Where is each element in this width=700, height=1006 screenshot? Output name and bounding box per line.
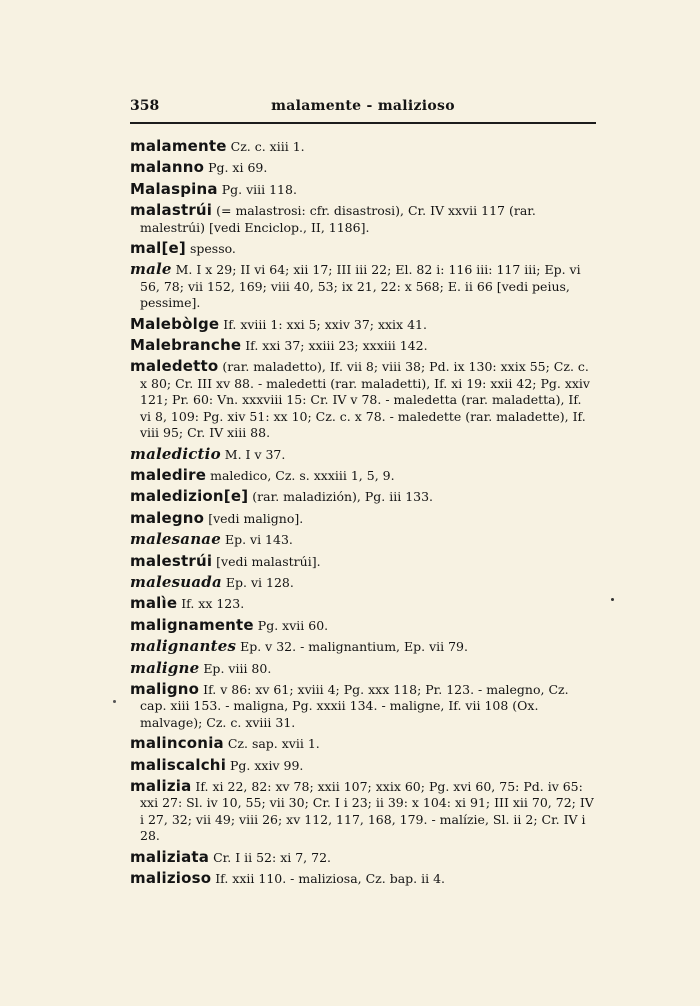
entry — [130, 488, 596, 505]
entry-refs: Pg. viii 118. — [221, 181, 297, 197]
entry — [130, 778, 596, 845]
entry — [130, 757, 596, 774]
entry — [130, 849, 596, 866]
entry — [130, 510, 596, 527]
headword: maligno — [130, 679, 200, 698]
entry — [130, 617, 596, 634]
entry-list — [130, 138, 596, 891]
entry — [130, 638, 596, 655]
headword: maledire — [130, 465, 207, 484]
entry — [130, 531, 596, 548]
entry-refs: [vedi maligno]. — [208, 510, 304, 526]
entry — [130, 735, 596, 752]
entry-refs: [vedi malastrúi]. — [216, 553, 321, 569]
entry — [130, 574, 596, 591]
entry — [130, 660, 596, 677]
entry-refs: Pg. xvii 60. — [257, 617, 329, 633]
entry-refs: spesso. — [189, 241, 236, 257]
headword: malastrúi — [130, 201, 213, 220]
headword: maliscalchi — [130, 755, 227, 774]
entry-refs: Ep. vi 143. — [224, 532, 293, 548]
entry-refs: Cz. c. xiii 1. — [230, 139, 305, 154]
headword: malamente — [130, 137, 227, 155]
entry-refs: Cz. sap. xvii 1. — [227, 736, 320, 752]
entry — [130, 358, 596, 441]
entry-refs: Ep. vi 128. — [225, 574, 294, 590]
headword: malegno — [130, 508, 205, 527]
running-header — [130, 98, 596, 118]
page-speck — [611, 598, 614, 601]
headword: malìe — [130, 594, 178, 613]
headword: mal[e] — [130, 239, 186, 258]
headword: malestrúi — [130, 551, 213, 570]
page-speck — [113, 700, 116, 703]
headword: male — [130, 260, 172, 279]
entry-refs: M. I v 37. — [224, 446, 286, 462]
entry-refs: M. I x 29; II vi 64; xii 17; III iii 22; El. 82 i: 116 iii: 117 iii; Ep. vi 56, 78; vii 152, 169; viii 40, 53; ix 21, 22: x 568; E. ii 66 [vedi peius, pessime]. — [140, 262, 581, 311]
entry-refs: Pg. xxiv 99. — [230, 757, 304, 773]
entry-refs: (= malastrosi: cfr. disastrosi), Cr. IV xxvii 117 (rar. malestrúi) [vedi Enciclop., II, 1186]. — [140, 203, 536, 235]
entry-refs: Pg. xi 69. — [208, 160, 268, 176]
entry-refs: If. xi 22, 82: xv 78; xxii 107; xxix 60; Pg. xvi 60, 75: Pd. iv 65: xxi 27: Sl. iv 10, 55; vii 30; Cr. I i 23; ii 39: x 104: xi 91; III xii 70, 72; IV i 27, 32; vii 49; viii 26; xv 112, 117, 168, 179. - malízie, Sl. ii 2; Cr. IV i 28. — [140, 779, 594, 844]
running-title: malamente - malizioso — [271, 98, 455, 114]
entry-refs: If. xx 123. — [181, 596, 245, 612]
page-number: 358 — [130, 98, 160, 114]
headword: malignamente — [130, 615, 254, 634]
entry-refs: If. v 86: xv 61; xviii 4; Pg. xxx 118; Pr. 123. - malegno, Cz. cap. xiii 153. - maligna, Pg. xxxii 134. - maligne, If. vii 108 (Ox. malvage); Cz. c. xviii 31. — [140, 681, 569, 730]
entry-refs: If. xviii 1: xxi 5; xxiv 37; xxix 41. — [223, 316, 427, 332]
entry-refs: Ep. v 32. - malignantium, Ep. vii 79. — [240, 639, 468, 655]
entry — [130, 446, 596, 463]
entry — [130, 337, 596, 354]
entry — [130, 681, 596, 731]
entry-refs: If. xxii 110. - maliziosa, Cz. bap. ii 4. — [215, 871, 445, 887]
headword: maledizion[e] — [130, 487, 249, 506]
headword: malizia — [130, 777, 192, 795]
headword: maligne — [130, 658, 200, 677]
headword: maledetto — [130, 357, 219, 376]
entry-refs: (rar. maladizión), Pg. iii 133. — [252, 489, 434, 505]
headword: malesuada — [130, 572, 222, 591]
entry — [130, 181, 596, 198]
entry — [130, 159, 596, 176]
headword: maliziata — [130, 847, 210, 866]
headword: Malaspina — [130, 179, 218, 198]
entry-refs: (rar. maladetto), If. vii 8; viii 38; Pd. ix 130: xxix 55; Cz. c. x 80; Cr. III xv 88. - maledetti (rar. maladetti), If. xi 19: xxii 42; Pg. xxiv 121; Pr. 60: Vn. xxxviii 15: Cr. IV v 78. - maledetta (rar. maladetta), If. vi 8, 109: Pg. xiv 51: xx 10; Cz. c. x 78. - maledette (rar. maladette), If. viii 95; Cr. IV xiii 88. — [140, 359, 590, 441]
headword: malanno — [130, 158, 205, 177]
headword: malizioso — [130, 869, 212, 888]
headword: maledictio — [130, 444, 221, 463]
entry-refs: Ep. viii 80. — [203, 660, 272, 676]
header-rule — [130, 122, 596, 124]
entry — [130, 202, 596, 236]
headword: malesanae — [130, 530, 221, 549]
entry — [130, 553, 596, 570]
entry — [130, 261, 596, 311]
entry — [130, 240, 596, 257]
headword: malignantes — [130, 637, 237, 656]
headword: malinconia — [130, 734, 224, 753]
entry — [130, 138, 596, 155]
entry — [130, 316, 596, 333]
entry — [130, 595, 596, 612]
entry — [130, 467, 596, 484]
entry — [130, 870, 596, 887]
entry-refs: Cr. I ii 52: xi 7, 72. — [213, 849, 331, 865]
entry-refs: If. xxi 37; xxiii 23; xxxiii 142. — [245, 338, 428, 354]
entry-refs: maledico, Cz. s. xxxiii 1, 5, 9. — [210, 467, 395, 483]
headword: Malebòlge — [130, 314, 220, 333]
headword: Malebranche — [130, 336, 242, 355]
